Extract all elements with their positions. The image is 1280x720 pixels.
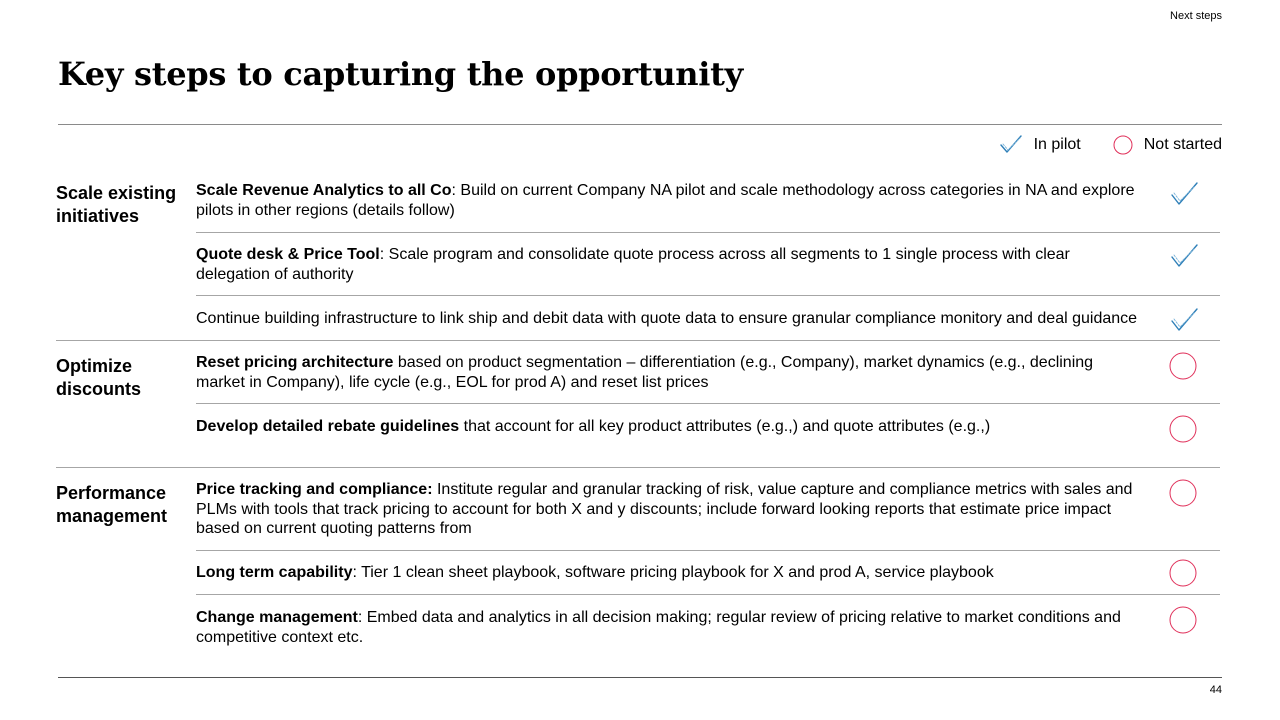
row-divider: [196, 550, 1220, 551]
legend: [999, 133, 1222, 157]
row-text-bold: Develop detailed rebate guidelines: [196, 418, 460, 435]
row-text: [196, 245, 1140, 284]
status-not-started-icon: [1169, 479, 1195, 505]
status-in-pilot-icon: [1169, 241, 1199, 271]
row-text: [196, 353, 1140, 392]
section-tracker: Next steps: [1170, 10, 1222, 22]
row-text-bold: Quote desk & Price Tool: [196, 246, 380, 263]
status-in-pilot-icon: [1169, 305, 1199, 335]
section-title: Optimize discounts: [56, 356, 142, 399]
footer-rule: [58, 677, 1222, 678]
circle-icon: [1113, 135, 1133, 155]
status-not-started-icon: [1169, 606, 1195, 632]
row-text-rest: : Build on current Company NA pilot and scale methodology across categories in NA and explore pilots in other regions (details follow): [196, 182, 1135, 219]
row-text-bold: Price tracking and compliance:: [196, 481, 433, 498]
legend-in-pilot-label: In pilot: [1033, 136, 1081, 153]
section-divider: [56, 467, 1220, 468]
row-divider: [196, 594, 1220, 595]
legend-not-started-label: Not started: [1143, 136, 1222, 153]
section-divider: [56, 340, 1220, 341]
section-title: Performance management: [56, 483, 168, 526]
page-number: 44: [1209, 684, 1222, 696]
row-text-rest: based on product segmentation – differentiation (e.g., Company), market dynamics (e.g., declining market in Company), life cycle (e.g., EOL for prod A) and reset list prices: [196, 354, 1094, 391]
row-text-rest: Continue building infrastructure to link ship and debit data with quote data to ensure granular compliance monitory and deal guidance: [196, 310, 1138, 327]
status-not-started-icon: [1169, 559, 1195, 585]
row-text-rest: : Tier 1 clean sheet playbook, software pricing playbook for X and prod A, service playbook: [352, 564, 994, 581]
row-text: [196, 309, 1156, 329]
row-divider: [196, 295, 1220, 296]
section-title: Scale existing initiatives: [56, 183, 177, 226]
row-divider: [196, 232, 1220, 233]
checkmark-icon: [999, 133, 1023, 157]
legend-in-pilot: [999, 133, 1081, 157]
row-text-bold: Long term capability: [196, 564, 353, 581]
row-text-bold: Change management: [196, 609, 358, 626]
row-text: [196, 608, 1140, 647]
title-rule: [58, 124, 1222, 125]
row-text: [196, 417, 1140, 437]
row-text: [196, 563, 1140, 583]
legend-not-started: [1113, 135, 1222, 155]
status-not-started-icon: [1169, 415, 1195, 441]
row-text-bold: Scale Revenue Analytics to all Co: [196, 182, 452, 199]
row-text-rest: that account for all key product attributes (e.g.,) and quote attributes (e.g.,): [459, 418, 991, 435]
status-not-started-icon: [1169, 352, 1195, 378]
row-text-rest: Institute regular and granular tracking of risk, value capture and compliance metrics with sales and PLMs with tools that track pricing to account for both X and y discounts; include forward looking reports that estimate price impact based on current quoting patterns from: [196, 481, 1133, 537]
status-in-pilot-icon: [1169, 179, 1199, 209]
row-text: [196, 181, 1140, 220]
row-text-rest: : Scale program and consolidate quote process across all segments to 1 single process with clear delegation of authority: [196, 246, 1070, 283]
row-text-rest: : Embed data and analytics in all decision making; regular review of pricing relative to market conditions and competitive context etc.: [196, 609, 1121, 646]
row-divider: [196, 403, 1220, 404]
row-text-bold: Reset pricing architecture: [196, 354, 394, 371]
page-title: Key steps to capturing the opportunity: [58, 55, 743, 93]
row-text: [196, 480, 1140, 539]
